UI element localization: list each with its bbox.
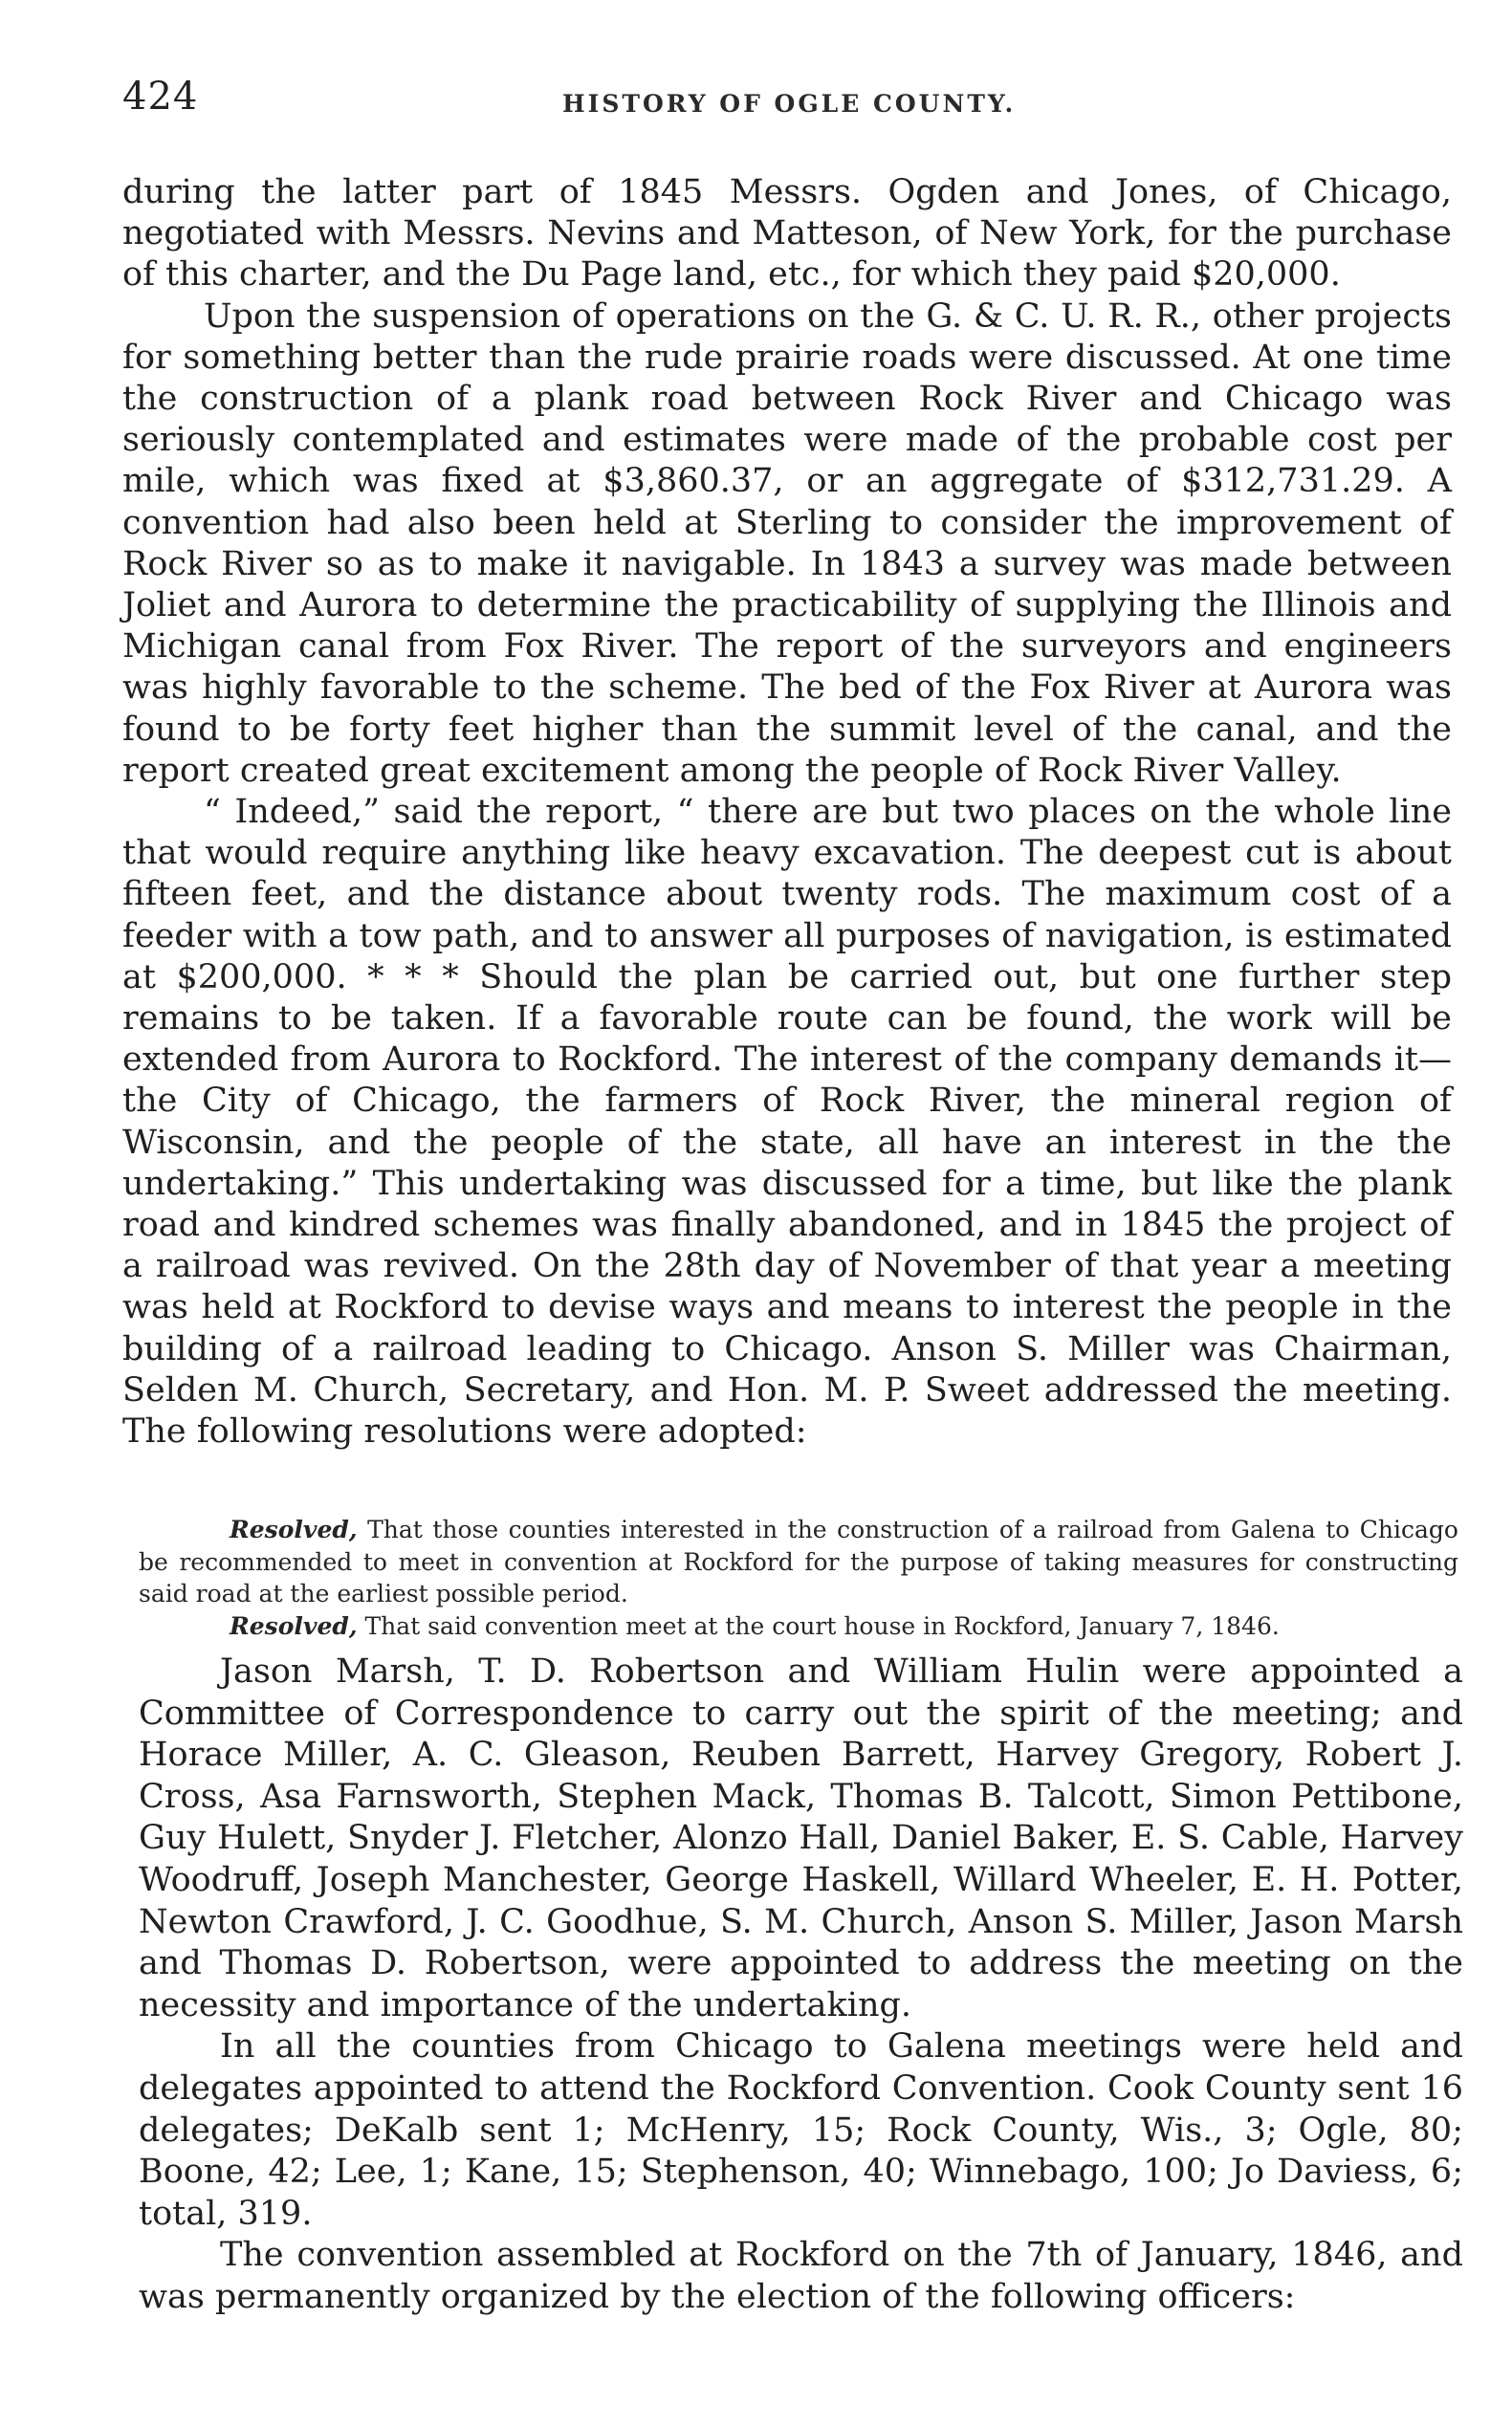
paragraph: Upon the suspension of operations on the G. & C. U. R. R., other projects for something better than the rude prairie roads were discussed. At one time the construction of a plank road between Rock River and Chicago was seriously contemplated and estimates were made of the probable cost per mile, which was fixed at $3,860.37, or an aggregate of $312,731.29. A convention had also been held at Sterling to consider the improvement of Rock River so as to make it navigable. In 1843 a survey was made between Joliet and Aurora to determine the practicability of supplying the Illinois and Michigan canal from Fox River. The report of the surveyors and engineers was highly favorable to the scheme. The bed of the Fox River at Aurora was found to be forty feet higher than the summit level of the canal, and the report created great excitement among the people of Rock River Valley. xyxy=(122,296,1452,790)
paragraph: during the latter part of 1845 Messrs. Ogden and Jones, of Chicago, negotiated with Messrs. Nevins and Matteson, of New York, for the purchase of this charter, and the Du Page land, etc., for which they paid $20,000. xyxy=(122,173,1452,295)
resolution xyxy=(139,1514,1458,1610)
resolution-label: Resolved, xyxy=(230,1516,358,1543)
resolution-label: Resolved, xyxy=(230,1611,358,1640)
page-number: 424 xyxy=(122,75,199,119)
paragraph: In all the counties from Chicago to Galena meetings were held and delegates appointed to attend the Rockford Convention. Cook County sent 16 delegates; DeKalb sent 1; McHenry, 15; Rock County, Wis., 3; Ogle, 80; Boone, 42; Lee, 1; Kane, 15; Stephenson, 40; Winnebago, 100; Jo Daviess, 6; total, 319. xyxy=(139,2027,1463,2233)
resolution-text: That those counties interested in the construction of a railroad from Galena to Chicago be recommended to meet in convention at Rockford for the purpose of taking measures for constructing said road at the earliest possible period. xyxy=(139,1516,1458,1608)
paragraph: The convention assembled at Rockford on the 7th of January, 1846, and was permanently organized by the election of the following officers: xyxy=(139,2236,1463,2316)
body-text xyxy=(122,172,1452,1453)
resolution-text: That said convention meet at the court house in Rockford, January 7, 1846. xyxy=(357,1611,1280,1640)
resolution xyxy=(139,1610,1458,1643)
body-text-continued xyxy=(139,1651,1463,2319)
page-header xyxy=(122,75,1461,132)
paragraph: Jason Marsh, T. D. Robertson and William Hulin were appointed a Committee of Correspondence to carry out the spirit of the meeting; and Horace Miller, A. C. Gleason, Reuben Barrett, Harvey Gregory, Robert J. Cross, Asa Farnsworth, Stephen Mack, Thomas B. Talcott, Simon Pettibone, Guy Hulett, Snyder J. Fletcher, Alonzo Hall, Daniel Baker, E. S. Cable, Harvey Woodruff, Joseph Manchester, George Haskell, Willard Wheeler, E. H. Potter, Newton Crawford, J. C. Goodhue, S. M. Church, Anson S. Miller, Jason Marsh and Thomas D. Robertson, were appointed to address the meeting on the necessity and importance of the undertaking. xyxy=(139,1652,1463,2024)
running-title: HISTORY OF OGLE COUNTY. xyxy=(562,90,1017,118)
paragraph: “ Indeed,” said the report, “ there are but two places on the whole line that would require anything like heavy excavation. The deepest cut is about fifteen feet, and the distance about twenty rods. The maximum cost of a feeder with a tow path, and to answer all purposes of navigation, is estimated at $200,000. * * * Should the plan be carried out, but one further step remains to be taken. If a favorable route can be found, the work will be extended from Aurora to Rockford. The interest of the company demands it—the City of Chicago, the farmers of Rock River, the mineral region of Wisconsin, and the people of the state, all have an interest in the the undertaking.” This undertaking was discussed for a time, but like the plank road and kindred schemes was finally abandoned, and in 1845 the project of a railroad was revived. On the 28th day of November of that year a meeting was held at Rockford to devise ways and means to interest the people in the building of a railroad leading to Chicago. Anson S. Miller was Chairman, Selden M. Church, Secretary, and Hon. M. P. Sweet addressed the meeting. The following resolutions were adopted: xyxy=(122,793,1452,1452)
resolutions-block xyxy=(139,1514,1458,1642)
